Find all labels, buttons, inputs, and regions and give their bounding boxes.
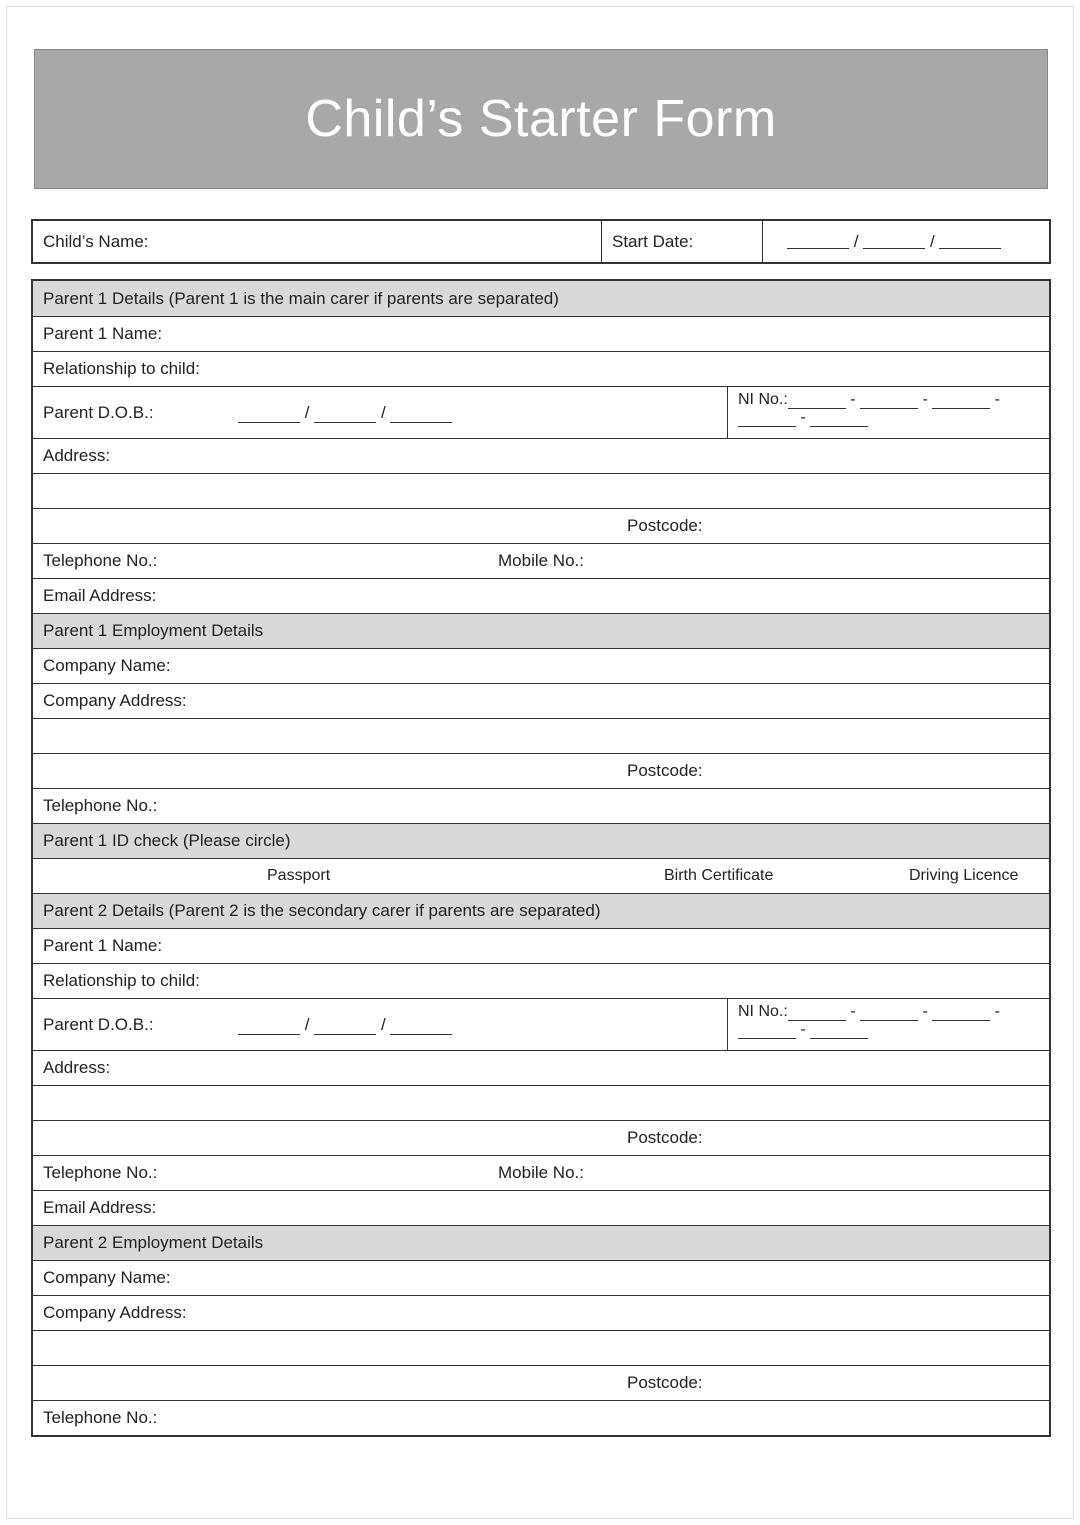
employment2-company-address-field[interactable]	[33, 1295, 1049, 1330]
field-label: Postcode:	[627, 1128, 703, 1147]
field-label: Postcode:	[627, 761, 703, 780]
field-label: Company Address:	[43, 691, 187, 710]
employment1-telephone-field[interactable]	[33, 788, 1049, 823]
parent2-address-field[interactable]	[33, 1050, 1049, 1085]
employment1-address-line2[interactable]	[33, 718, 1049, 753]
id-check-options-row	[33, 858, 1049, 893]
parent1-dob-row[interactable]	[33, 386, 1049, 438]
parent2-postcode-row[interactable]	[33, 1120, 1049, 1155]
section-title: Parent 2 Employment Details	[43, 1233, 264, 1252]
field-label: Email Address:	[43, 586, 157, 605]
section-title: Parent 1 Employment Details	[43, 621, 264, 640]
start-date-label-cell	[601, 221, 762, 262]
field-label: Parent D.O.B.:	[43, 1014, 154, 1034]
field-label: Company Name:	[43, 1268, 171, 1287]
field-label: Telephone No.:	[43, 1408, 158, 1427]
parent2-name-field[interactable]	[33, 928, 1049, 963]
start-date-label: Start Date:	[612, 231, 694, 251]
field-label: Email Address:	[43, 1198, 157, 1217]
section-header-parent1	[33, 281, 1049, 316]
field-label: Parent 1 Name:	[43, 936, 163, 955]
field-label: Postcode:	[627, 516, 703, 535]
parent2-ni-field[interactable]: NI No.: - - - -	[727, 999, 1049, 1050]
parent2-relationship-field[interactable]	[33, 963, 1049, 998]
section-header-id-check	[33, 823, 1049, 858]
employment1-postcode-row[interactable]	[33, 753, 1049, 788]
child-info-row	[31, 219, 1051, 264]
section-title: Parent 1 Details (Parent 1 is the main carer if parents are separated)	[43, 288, 559, 308]
field-label: Parent D.O.B.:	[43, 402, 154, 422]
id-option-birth-certificate[interactable]: Birth Certificate	[664, 867, 774, 884]
field-label: NI No.:	[738, 1003, 788, 1020]
parent2-phone-row[interactable]	[33, 1155, 1049, 1190]
section-title: Parent 2 Details (Parent 2 is the secondary carer if parents are separated)	[43, 901, 601, 920]
child-name-field[interactable]	[33, 221, 601, 262]
field-label: Telephone No.:	[43, 796, 158, 815]
field-label: Mobile No.:	[498, 551, 584, 570]
parent1-email-field[interactable]	[33, 578, 1049, 613]
child-name-label: Child’s Name:	[43, 231, 149, 251]
dob-blanks[interactable]: / /	[238, 403, 452, 423]
employment2-telephone-field[interactable]	[33, 1400, 1049, 1435]
id-option-driving-licence[interactable]: Driving Licence	[909, 867, 1019, 884]
page-title: Child’s Starter Form	[305, 90, 777, 148]
section-title: Parent 1 ID check (Please circle)	[43, 831, 291, 850]
parent1-name-field[interactable]	[33, 316, 1049, 351]
field-label: Telephone No.:	[43, 551, 158, 570]
field-label: Relationship to child:	[43, 359, 200, 378]
dob-blanks[interactable]: / /	[238, 1015, 452, 1035]
field-label: Parent 1 Name:	[43, 324, 163, 343]
parent1-address-field[interactable]	[33, 438, 1049, 473]
field-label: Address:	[43, 446, 111, 465]
parent1-postcode-row[interactable]	[33, 508, 1049, 543]
field-label: Telephone No.:	[43, 1163, 158, 1182]
field-label: Address:	[43, 1058, 111, 1077]
start-date-field[interactable]: / /	[762, 221, 1049, 262]
field-label: Mobile No.:	[498, 1163, 584, 1182]
field-label: NI No.:	[738, 391, 788, 408]
parent2-address-line2[interactable]	[33, 1085, 1049, 1120]
parent1-relationship-field[interactable]	[33, 351, 1049, 386]
employment1-company-name-field[interactable]	[33, 648, 1049, 683]
field-label: Relationship to child:	[43, 971, 200, 990]
section-header-parent2	[33, 893, 1049, 928]
parent1-address-line2[interactable]	[33, 473, 1049, 508]
section-header-employment1	[33, 613, 1049, 648]
title-banner	[34, 49, 1048, 189]
id-option-passport[interactable]: Passport	[267, 867, 331, 884]
section-header-employment2	[33, 1225, 1049, 1260]
employment1-company-address-field[interactable]	[33, 683, 1049, 718]
field-label: Postcode:	[627, 1373, 703, 1392]
employment2-address-line2[interactable]	[33, 1330, 1049, 1365]
parent1-phone-row[interactable]	[33, 543, 1049, 578]
employment2-company-name-field[interactable]	[33, 1260, 1049, 1295]
parent2-dob-row[interactable]	[33, 998, 1049, 1050]
employment2-postcode-row[interactable]	[33, 1365, 1049, 1400]
form-table	[31, 279, 1051, 1437]
parent2-email-field[interactable]	[33, 1190, 1049, 1225]
field-label: Company Name:	[43, 656, 171, 675]
parent1-ni-field[interactable]: NI No.: - - - -	[727, 387, 1049, 438]
field-label: Company Address:	[43, 1303, 187, 1322]
